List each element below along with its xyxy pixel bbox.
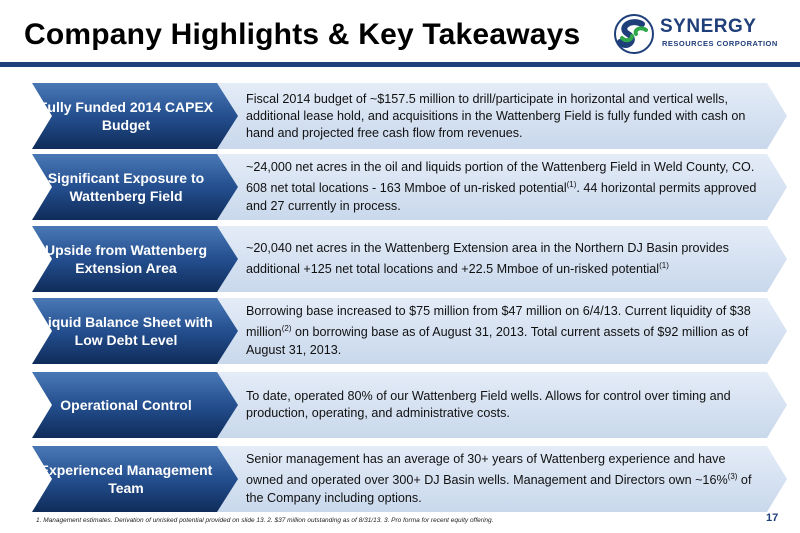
synergy-swirl-icon bbox=[612, 12, 656, 56]
row-label: Upside from Wattenberg Extension Area bbox=[44, 242, 208, 276]
highlight-row bbox=[32, 372, 787, 438]
highlight-row bbox=[32, 83, 787, 149]
row-description: To date, operated 80% of our Wattenberg Field wells. Allows for control over timing and production, operating, and administrative costs. bbox=[246, 389, 731, 420]
row-description: Fiscal 2014 budget of ~$157.5 million to drill/participate in horizontal and vertical wells, additional lease hold, and acquisitions in the Wattenberg Field is fully funded with cash on hand and projected free cash flow from revenues. bbox=[246, 91, 746, 140]
highlight-row bbox=[32, 226, 787, 292]
highlight-row bbox=[32, 154, 787, 220]
row-label: Fully Funded 2014 CAPEX Budget bbox=[38, 99, 214, 133]
footnote-marker: (1) bbox=[566, 180, 577, 190]
row-description: ~24,000 net acres in the oil and liquids portion of the Wattenberg Field in Weld County, CO. 608 net total locations - 163 Mmboe of un-risked potential$^{(1)}$. 44 horizontal permits approved and 27 currently in process. bbox=[246, 160, 757, 213]
row-description: ~20,040 net acres in the Wattenberg Extension area in the Northern DJ Basin provides additional +125 net total locations and +22.5 Mmboe of un-risked potential$^{(1)}$ bbox=[246, 240, 729, 277]
page-number: 17 bbox=[766, 512, 779, 524]
row-label: Operational Control bbox=[60, 397, 192, 413]
row-label: Significant Exposure to Wattenberg Field bbox=[47, 170, 205, 204]
company-logo bbox=[612, 10, 782, 56]
highlight-row bbox=[32, 298, 787, 364]
footnote-marker: (1) bbox=[659, 260, 669, 270]
row-description: Senior management has an average of 30+ years of Wattenberg experience and have owned and operated over 300+ DJ Basin wells. Management and Directors own ~16%$^{(3)}$ of the Company including options. bbox=[246, 452, 752, 505]
row-label: Liquid Balance Sheet with Low Debt Level bbox=[39, 314, 213, 348]
footnote-marker: (3) bbox=[727, 472, 738, 482]
logo-name: SYNERGY bbox=[660, 16, 757, 37]
row-description: Borrowing base increased to $75 million from $47 million on 6/4/13. Current liquidity of $38 million$^{(2)}$ on borrowing base as of August 31, 2013. Total current assets of $92 million as of August 31, 2013. bbox=[246, 304, 751, 357]
page-title: Company Highlights & Key Takeaways bbox=[24, 18, 581, 51]
logo-subtitle: RESOURCES CORPORATION bbox=[662, 39, 778, 48]
title-divider bbox=[0, 62, 800, 67]
footnotes: 1. Management estimates. Derivation of unrisked potential provided on slide 13. 2. $37 million outstanding as of 8/31/13. 3. Pro forma for recent equity offering. bbox=[36, 517, 494, 524]
footnote-marker: (2) bbox=[281, 324, 292, 334]
row-label: Experienced Management Team bbox=[39, 462, 213, 496]
highlight-row bbox=[32, 446, 787, 512]
